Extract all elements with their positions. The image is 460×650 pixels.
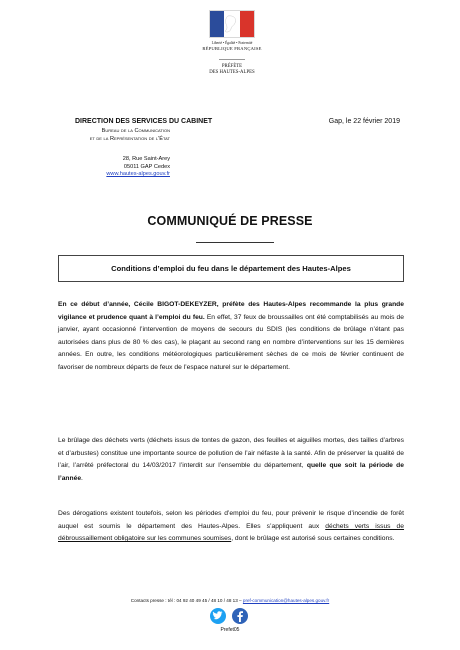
bureau-line-1: Bureau de la Communication	[101, 128, 170, 134]
paragraph-3-end: , dont le brûlage est autorisé sous certaines conditions.	[231, 535, 395, 542]
french-flag-icon	[209, 10, 255, 38]
republic-name: RÉPUBLIQUE FRANÇAISE	[202, 46, 262, 51]
subject-box	[58, 255, 404, 282]
date-line: Gap, le 22 février 2019	[328, 118, 400, 125]
page-title: COMMUNIQUÉ DE PRESSE	[147, 214, 313, 228]
press-email-link[interactable]: pref-communication@hautes-alpes.gouv.fr	[242, 598, 330, 603]
social-handle: Prefet05	[220, 627, 240, 633]
bureau-name	[60, 128, 170, 143]
prefecture-line-1: PRÉFÈTE	[221, 64, 243, 69]
website-link[interactable]: www.hautes-alpes.gouv.fr	[106, 171, 170, 178]
marianne-profile-icon	[222, 14, 242, 34]
paragraph-2-emphasis: quelle que soit la période de l’année	[58, 462, 404, 482]
paragraph-3-text: Des dérogations existent toutefois, selon les périodes d’emploi du feu, pour prévenir le risque d’incendie de forêt auquel est soumis le département des Hautes-Alpes. Elles s’appliquent aux	[58, 510, 404, 530]
subject-text: Conditions d’emploi du feu dans le département des Hautes-Alpes	[111, 264, 351, 273]
paragraph-2-text: Le brûlage des déchets verts (déchets issus de tontes de gazon, des feuilles et aiguilles mortes, des tailles d’arbres et d’arbustes) constitue une importante source de pollution de l’air néfaste à la santé. Afin de préserver la qualité de l’air, l’arrêté préfectoral du 14/03/2017 l’interdit sur l’ensemble du département,	[58, 437, 404, 469]
paragraph-3	[58, 508, 404, 546]
paragraph-2-end: .	[81, 474, 83, 482]
prefecture-name	[198, 64, 266, 77]
prefecture-line-2: DES HAUTES-ALPES	[209, 70, 255, 76]
paragraph-1	[58, 299, 404, 374]
paragraph-3-underlined: déchets verts issus de débroussaillement obligatoire sur les communes soumises	[58, 522, 405, 542]
address-street: 28, Rue Saint-Arey	[122, 156, 170, 162]
social-icons	[208, 608, 254, 624]
paragraph-1-text: En effet, 37 feux de broussailles ont été comptabilisés au mois de janvier, ayant occasionné l’intervention de moyens de secours du SDIS (les conditions de brûlage n’étant pas autorisées dans plus de 80 % des cas), le plaçant au second rang en nombre d’interventions sur les 15 dernières années. En outre, les conditions météorologiques particulièrement sèches de ce mois de février continuent de favoriser de nombreux départs de feux de l’espace naturel sur le département.	[58, 313, 404, 371]
facebook-icon[interactable]	[232, 608, 248, 624]
twitter-icon[interactable]	[210, 608, 226, 624]
marianne-logo	[198, 10, 266, 82]
direction-heading: DIRECTION DES SERVICES DU CABINET	[75, 118, 213, 125]
republic-motto: Liberté • Égalité • Fraternité	[211, 41, 253, 45]
postal-address	[60, 156, 170, 179]
address-city: 05011 GAP Cedex	[123, 163, 170, 170]
paragraph-2	[58, 435, 404, 485]
press-contact	[0, 598, 460, 603]
title-divider	[196, 242, 274, 243]
paragraph-1-lead: En ce début d’année, Cécile BIGOT-DEKEYZER, préfète des Hautes-Alpes recommande la plus grande vigilance et prudence quant à l’emploi du feu.	[58, 301, 404, 321]
bureau-line-2: et de la Représentation de l’État	[89, 135, 170, 142]
logo-divider	[219, 59, 245, 60]
press-contact-text: Contacts presse : tél : 04 92 40 49 45 / 48 10 / 48 13 –	[130, 598, 243, 603]
